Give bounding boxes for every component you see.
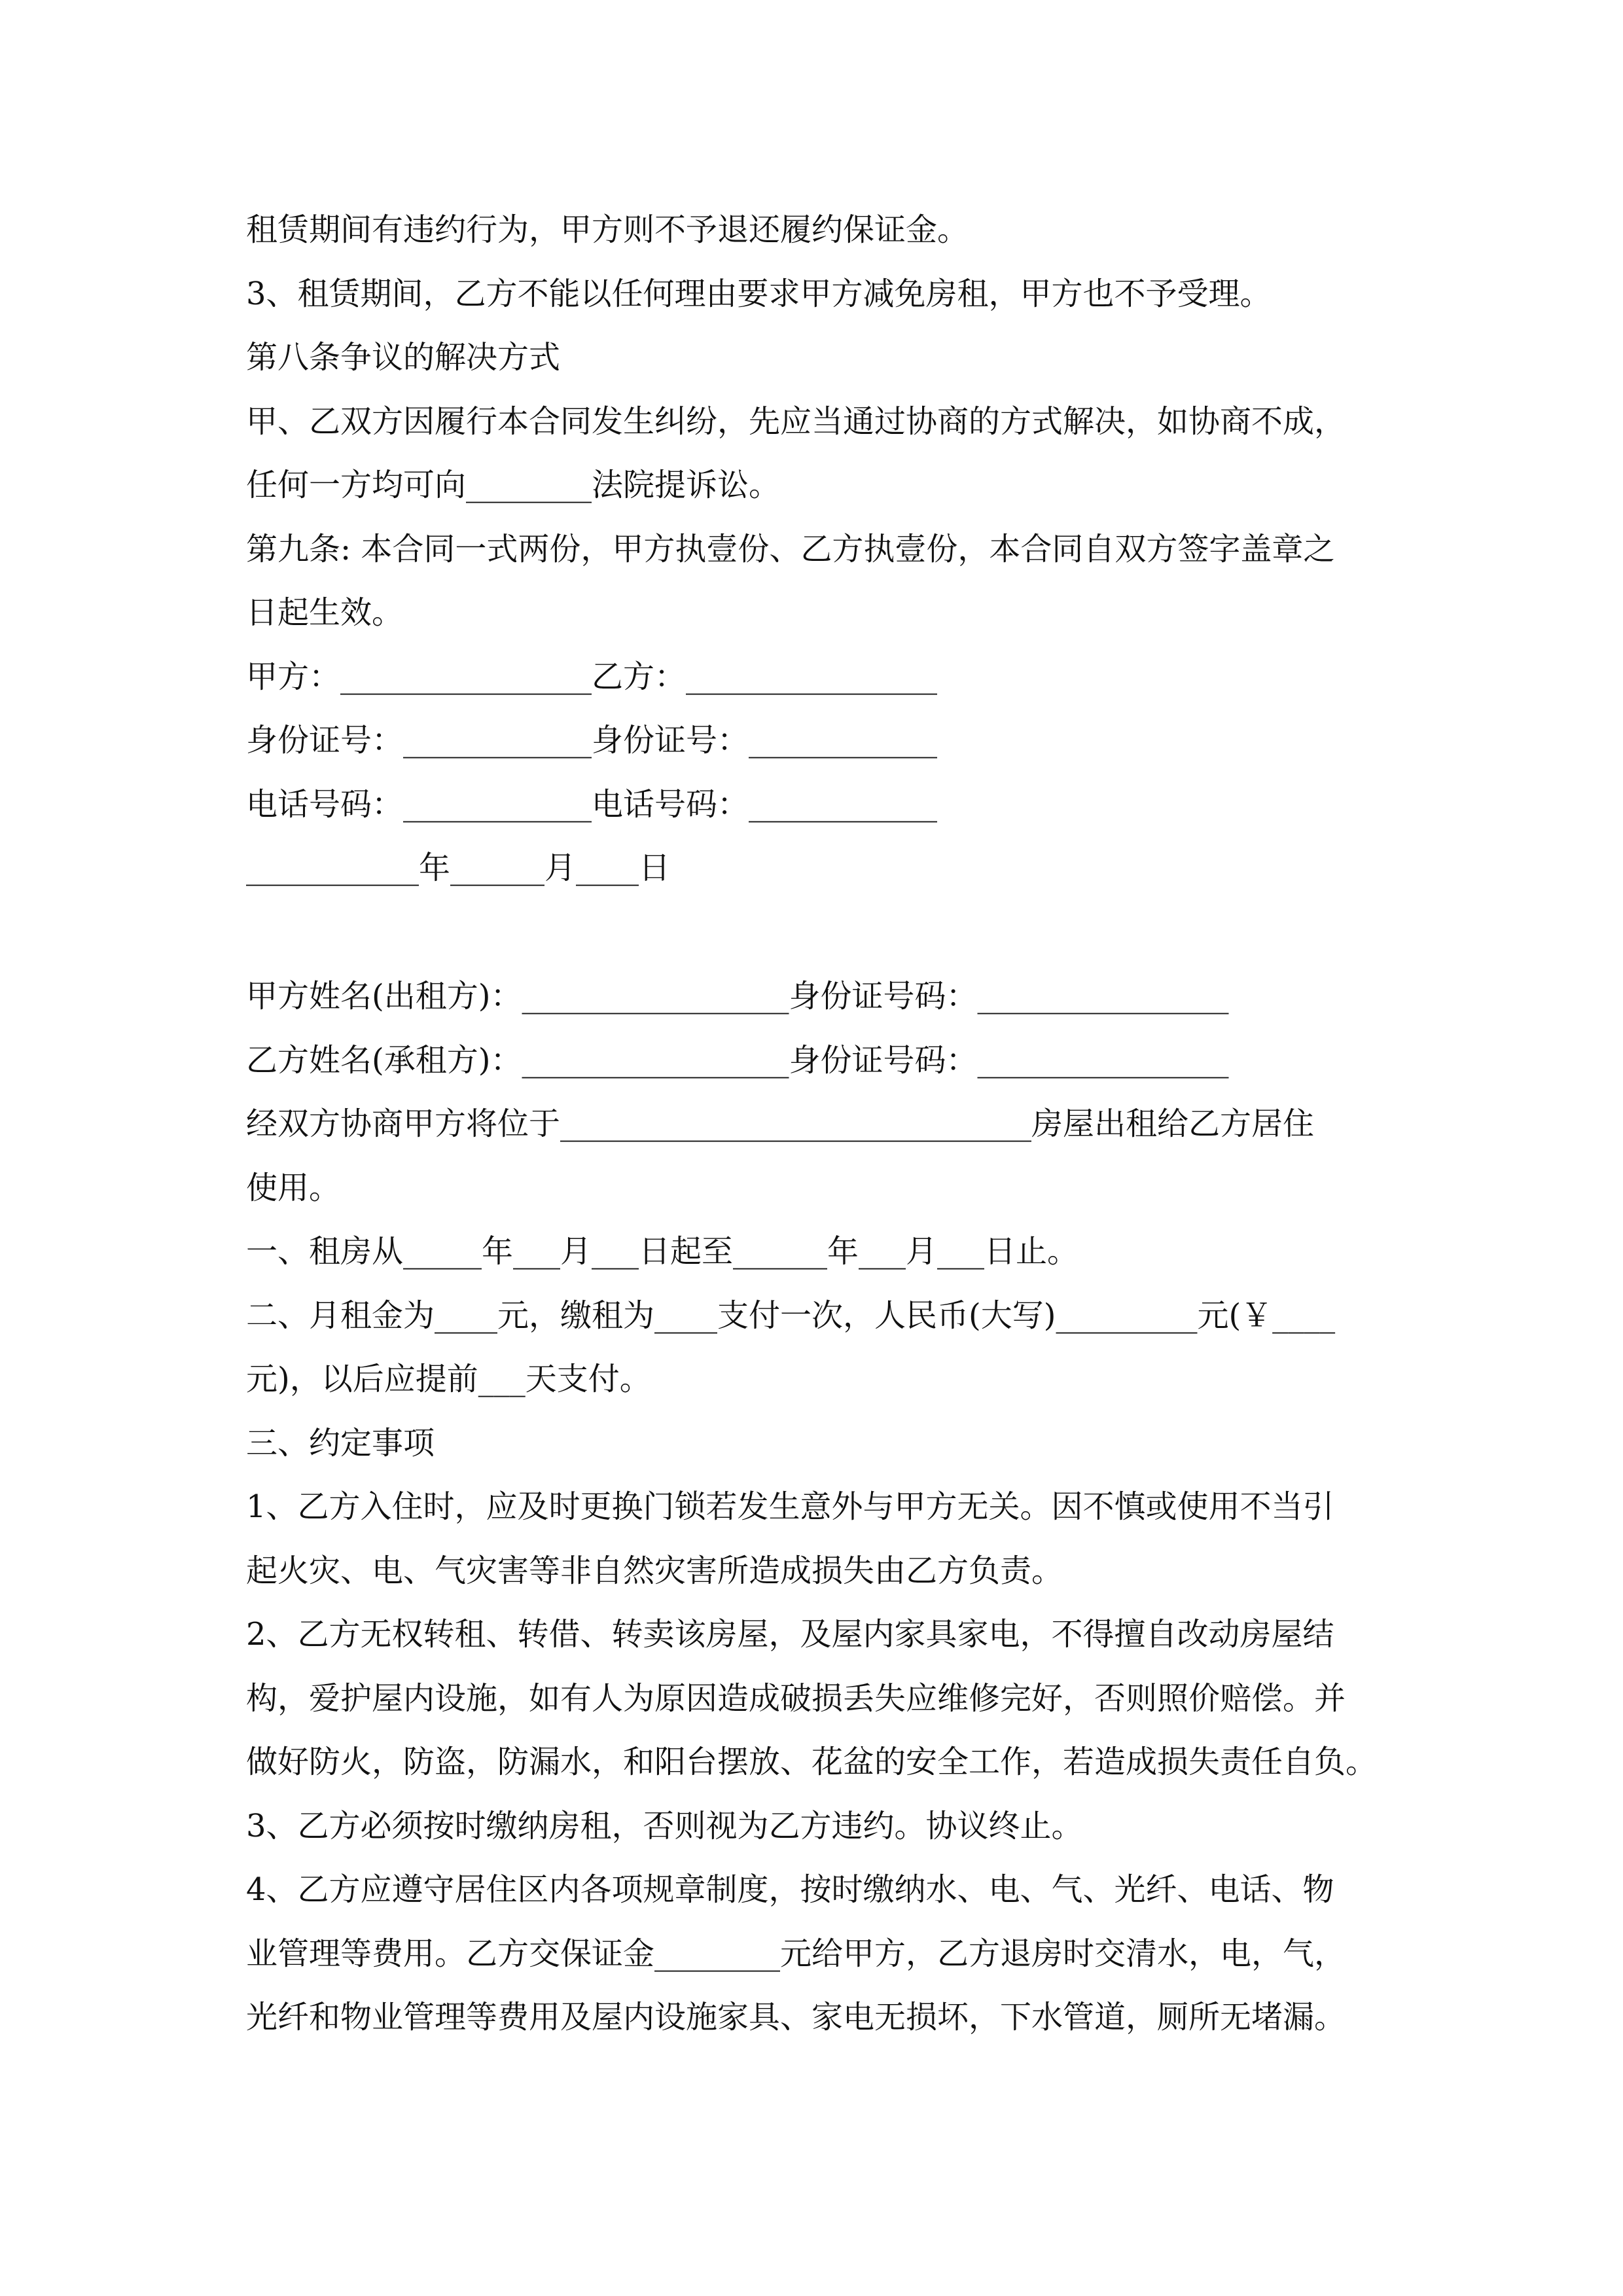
text-line: 经双方协商甲方将位于______________________________房屋出租给乙方居住 (246, 1105, 1315, 1142)
text-line: 任何一方均可向________法院提诉讼。 (246, 467, 781, 503)
text-line: 日起生效。 (246, 594, 404, 631)
text-line: 4、乙方应遵守居住区内各项规章制度，按时缴纳水、电、气、光纤、电话、物 (246, 1871, 1334, 1908)
text-line: 电话号码：____________电话号码：____________ (246, 785, 938, 823)
text-line: 元)，以后应提前___天支付。 (246, 1361, 651, 1397)
text-line: 1、乙方入住时，应及时更换门锁若发生意外与甲方无关。因不慎或使用不当引 (246, 1488, 1334, 1525)
contract-section-dispute-and-signatures (246, 198, 1398, 901)
text-line: 起火灾、电、气灾害等非自然灾害所造成损失由乙方负责。 (246, 1552, 1063, 1589)
text-line: 2、乙方无权转租、转借、转卖该房屋，及屋内家具家电，不得擅自改动房屋结 (246, 1616, 1334, 1653)
text-line: 使用。 (246, 1169, 341, 1206)
text-line: 光纤和物业管理等费用及屋内设施家具、家电无损坏，下水管道，厕所无堵漏。 (246, 1999, 1346, 2036)
text-line: 甲、乙双方因履行本合同发生纠纷，先应当通过协商的方式解决，如协商不成， (246, 403, 1346, 440)
text-line: 租赁期间有违约行为，甲方则不予退还履约保证金。 (246, 211, 969, 248)
text-line: 业管理等费用。乙方交保证金________元给甲方，乙方退房时交清水，电，气， (246, 1935, 1346, 1972)
text-line: 身份证号：____________身份证号：____________ (246, 722, 938, 759)
text-line: 第八条争议的解决方式 (246, 339, 561, 376)
text-line: 做好防火，防盗，防漏水，和阳台摆放、花盆的安全工作，若造成损失责任自负。 (246, 1744, 1378, 1780)
text-line: 三、约定事项 (246, 1424, 435, 1462)
text-line: ___________年______月____日 (246, 850, 671, 886)
text-line: 甲方姓名(出租方)：_________________身份证号码：________________ (246, 978, 1229, 1014)
text-line: 一、租房从_____年___月___日起至______年___月___日止。 (246, 1233, 1079, 1270)
text-line: 3、租赁期间，乙方不能以任何理由要求甲方减免房租，甲方也不予受理。 (246, 275, 1272, 312)
text-line: 第九条: 本合同一式两份，甲方执壹份、乙方执壹份，本合同自双方签字盖章之 (246, 530, 1335, 567)
text-line: 乙方姓名(承租方)：_________________身份证号码：________________ (246, 1041, 1229, 1079)
text-line: 3、乙方必须按时缴纳房租，否则视为乙方违约。协议终止。 (246, 1807, 1083, 1844)
text-line: 甲方：________________乙方：________________ (246, 658, 938, 695)
text-line: 构，爱护屋内设施，如有人为原因造成破损丢失应维修完好，否则照价赔偿。并 (246, 1679, 1346, 1717)
rental-agreement-body (246, 965, 1398, 2050)
text-line: 二、月租金为____元，缴租为____支付一次，人民币(大写)_________元(￥____ (246, 1297, 1336, 1334)
